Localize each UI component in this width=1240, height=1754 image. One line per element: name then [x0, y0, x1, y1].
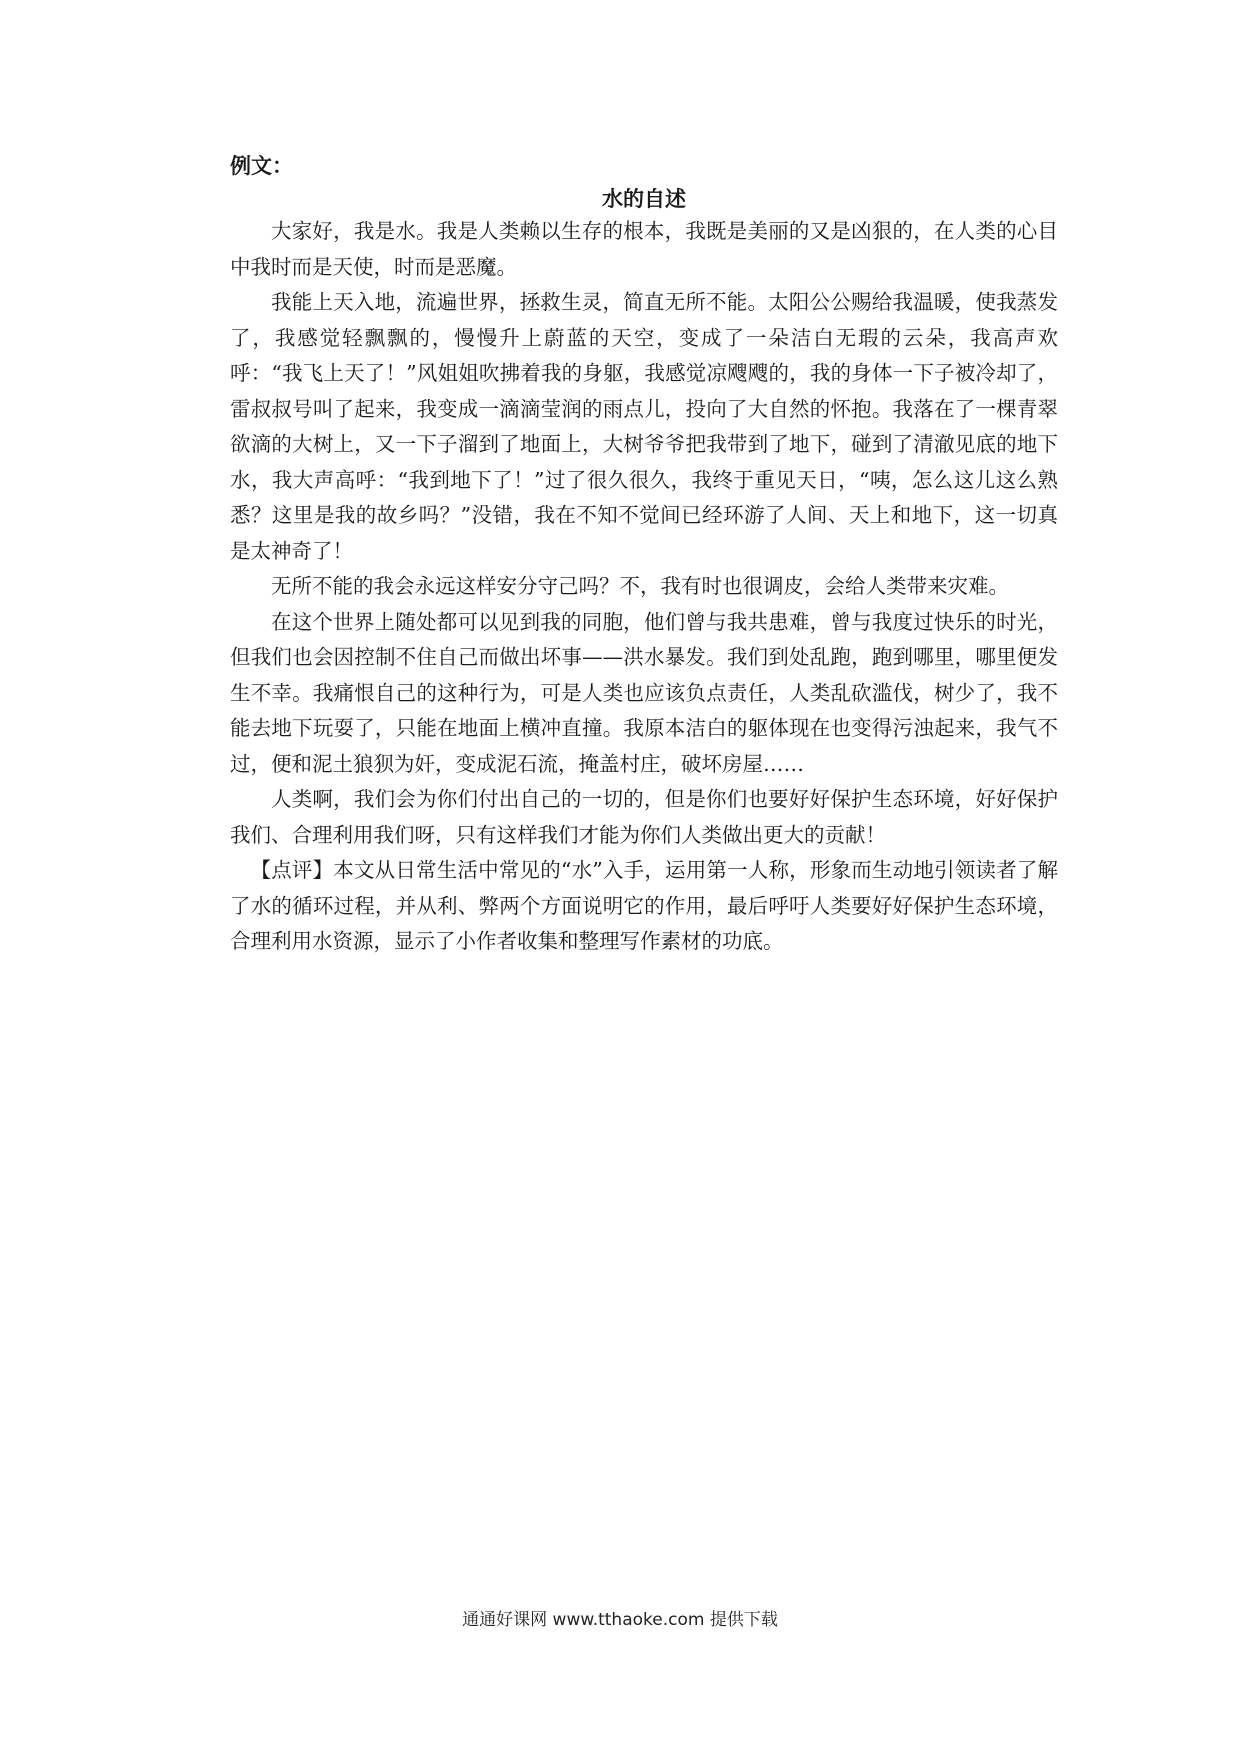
essay-paragraph: 我能上天入地，流遍世界，拯救生灵，简直无所不能。太阳公公赐给我温暖，使我蒸发了，我感觉轻飘飘的，慢慢升上蔚蓝的天空，变成了一朵洁白无瑕的云朵，我高声欢呼：“我飞上天了！”风姐姐吹拂着我的身躯，我感觉凉飕飕的，我的身体一下子被冷却了，雷叔叔号叫了起来，我变成一滴滴莹润的雨点儿，投向了大自然的怀抱。我落在了一棵青翠欲滴的大树上，又一下子溜到了地面上，大树爷爷把我带到了地下，碰到了清澈见底的地下水，我大声高呼：“我到地下了！”过了很久很久，我终于重见天日，“咦，怎么这儿这么熟悉？这里是我的故乡吗？”没错，我在不知不觉间已经环游了人间、天上和地下，这一切真是太神奇了！: [230, 290, 1058, 563]
essay-paragraph: 无所不能的我会永远这样安分守己吗？不，我有时也很调皮，会给人类带来灾难。: [271, 574, 1009, 598]
essay-comment: 【点评】本文从日常生活中常见的“水”入手，运用第一人称，形象而生动地引领读者了解了水的循环过程，并从利、弊两个方面说明它的作用，最后呼吁人类要好好保护生态环境，合理利用水资源，显示了小作者收集和整理写作素材的功底。: [230, 858, 1058, 953]
essay-title: 水的自述: [602, 187, 686, 211]
essay-paragraph: 在这个世界上随处都可以见到我的同胞，他们曾与我共患难，曾与我度过快乐的时光，但我们也会因控制不住自己而做出坏事——洪水暴发。我们到处乱跑，跑到哪里，哪里便发生不幸。我痛恨自己的这种行为，可是人类也应该负点责任，人类乱砍滥伐，树少了，我不能去地下玩耍了，只能在地面上横冲直撞。我原本洁白的躯体现在也变得污浊起来，我气不过，便和泥土狼狈为奸，变成泥石流，掩盖村庄，破坏房屋……: [230, 609, 1058, 776]
example-label: 例文：: [230, 154, 293, 178]
essay-body: [230, 214, 1058, 960]
essay-paragraph: 人类啊，我们会为你们付出自己的一切的，但是你们也要好好保护生态环境，好好保护我们、合理利用我们呀，只有这样我们才能为你们人类做出更大的贡献！: [230, 787, 1058, 847]
essay-paragraph: 大家好，我是水。我是人类赖以生存的根本，我既是美丽的又是凶狠的，在人类的心目中我时而是天使，时而是恶魔。: [230, 219, 1058, 279]
page-footer: 通通好课网 www.tthaoke.com 提供下载: [462, 1610, 778, 1630]
